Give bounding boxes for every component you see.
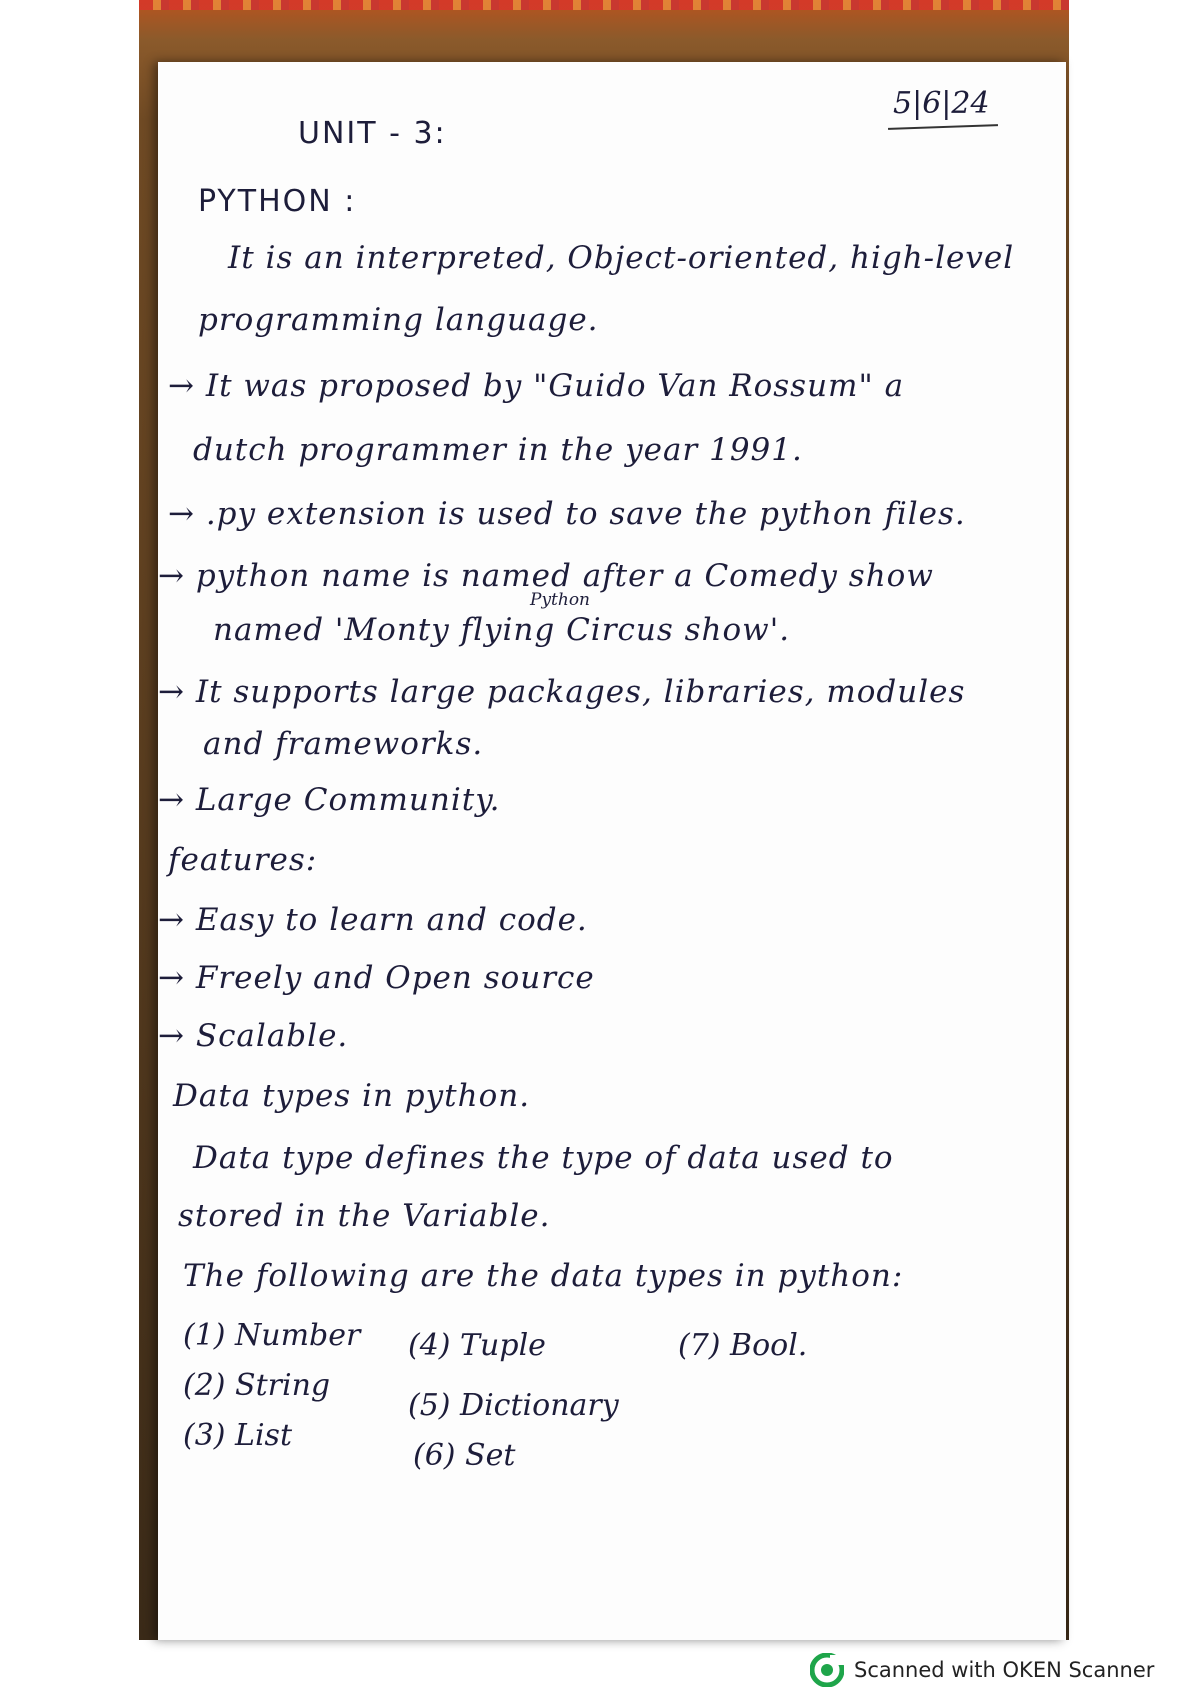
note-line: It is an interpreted, Object-oriented, high-level [228, 240, 1015, 276]
datatype-item: (2) String [183, 1368, 331, 1403]
scanner-footer [810, 1652, 1190, 1688]
note-line: programming language. [198, 302, 599, 338]
feature-item: → Easy to learn and code. [158, 902, 588, 938]
note-line: dutch programmer in the year 1991. [193, 432, 803, 468]
features-heading: features: [168, 842, 318, 878]
note-line: named 'Monty flying Circus show'. [213, 612, 791, 648]
unit-heading: UNIT - 3: [298, 116, 447, 151]
datatype-item: (3) List [183, 1418, 292, 1453]
section-heading: PYTHON : [198, 184, 357, 219]
datatypes-heading: Data types in python. [173, 1078, 531, 1114]
handwritten-notes [158, 62, 1066, 1640]
scanner-watermark-text: Scanned with OKEN Scanner [854, 1658, 1155, 1682]
note-line: → It was proposed by "Guido Van Rossum" a [168, 368, 905, 404]
page-date: 5|6|24 [893, 86, 990, 121]
note-line: → Large Community. [158, 782, 501, 818]
datatype-item: (4) Tuple [408, 1328, 546, 1363]
insertion-note: Python [530, 590, 591, 610]
note-line: → python name is named after a Comedy show [158, 558, 934, 594]
notebook-page [158, 62, 1066, 1640]
desk-edge [139, 0, 1069, 10]
datatype-item: (5) Dictionary [408, 1388, 619, 1423]
oken-scanner-logo-icon [810, 1653, 844, 1687]
feature-item: → Freely and Open source [158, 960, 595, 996]
datatypes-line: stored in the Variable. [178, 1198, 551, 1234]
note-line: and frameworks. [203, 726, 484, 762]
date-underline [888, 124, 998, 130]
datatypes-line: Data type defines the type of data used to [193, 1140, 894, 1176]
datatype-item: (6) Set [413, 1438, 516, 1473]
note-line: → It supports large packages, libraries, modules [158, 674, 966, 710]
note-line: → .py extension is used to save the python files. [168, 496, 966, 532]
datatypes-line: The following are the data types in python: [183, 1258, 904, 1294]
feature-item: → Scalable. [158, 1018, 349, 1054]
datatype-item: (7) Bool. [678, 1328, 808, 1363]
datatype-item: (1) Number [183, 1318, 361, 1353]
